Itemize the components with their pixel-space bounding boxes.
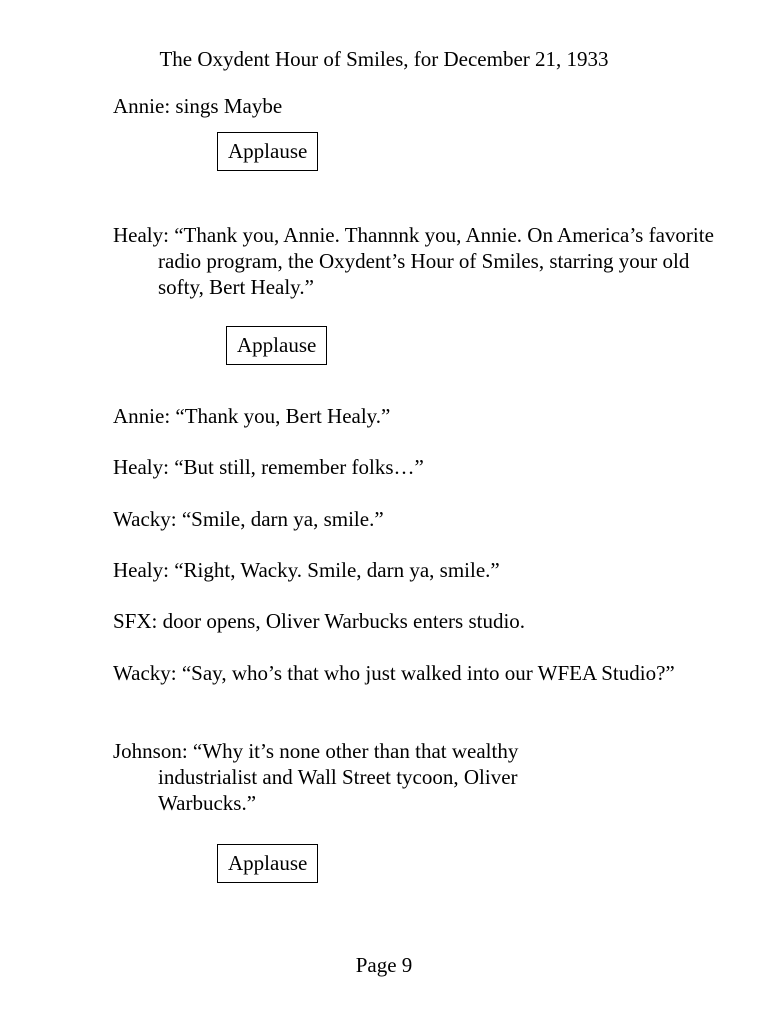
script-line-healy-remember: Healy: “But still, remember folks…” <box>113 455 424 479</box>
applause-cue-1: Applause <box>217 132 318 171</box>
script-line-wacky-who: Wacky: “Say, who’s that who just walked into our WFEA Studio?” <box>113 661 675 685</box>
applause-cue-3: Applause <box>217 844 318 883</box>
script-line-sfx-door: SFX: door opens, Oliver Warbucks enters studio. <box>113 609 526 633</box>
page-title: The Oxydent Hour of Smiles, for December 21, 1933 <box>159 47 609 71</box>
script-line-healy-thank-you: Healy: “Thank you, Annie. Thannnk you, Annie. On America’s favorite radio program, the Oxydent’s Hour of Smiles, starring your old softy, Bert Healy.” <box>113 223 714 299</box>
applause-cue-2: Applause <box>226 326 327 365</box>
script-line-annie-thank-you: Annie: “Thank you, Bert Healy.” <box>113 404 391 428</box>
script-line-wacky-smile: Wacky: “Smile, darn ya, smile.” <box>113 507 384 531</box>
script-line-healy-right: Healy: “Right, Wacky. Smile, darn ya, smile.” <box>113 558 500 582</box>
script-line-johnson-warbucks: Johnson: “Why it’s none other than that wealthy industrialist and Wall Street tycoon, Oliver Warbucks.” <box>113 739 519 815</box>
page-number: Page 9 <box>355 953 413 977</box>
script-line-annie-sings: Annie: sings Maybe <box>113 94 283 118</box>
